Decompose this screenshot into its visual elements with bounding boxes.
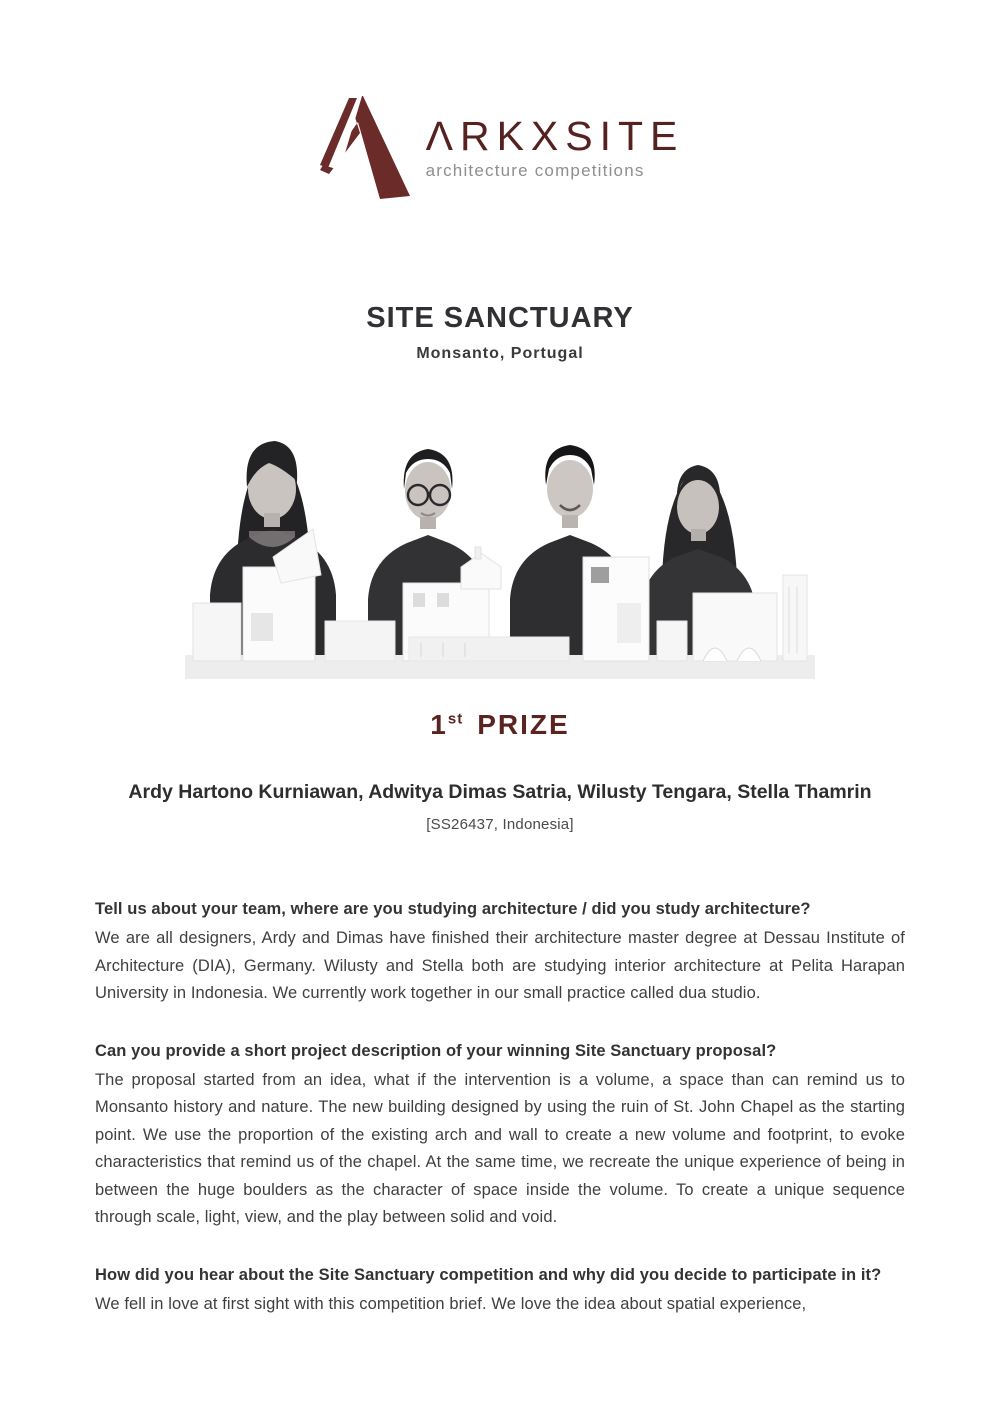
question-text: How did you hear about the Site Sanctuary competition and why did you decide to participate in it? (95, 1266, 882, 1285)
brand-name: ΛRKXSITE (425, 112, 685, 159)
logo (0, 0, 1000, 204)
brand-tagline: architecture competitions (425, 161, 645, 181)
page-subtitle: Monsanto, Portugal (416, 345, 584, 362)
team-registration: [SS26437, Indonesia] (426, 816, 574, 833)
answer-text: We fell in love at first sight with this competition brief. We love the idea about spatial experience, (95, 1295, 807, 1314)
team-photo-wrap (0, 407, 1000, 679)
qa-block (95, 1037, 905, 1232)
logo-text (425, 112, 685, 181)
prize-label: PRIZE (477, 709, 570, 740)
prize-number: 1 (430, 709, 448, 740)
answer-text: The proposal started from an idea, what if the intervention is a volume, a space than can remind us to Monsanto history and nature. The new building designed by using the ruin of St. John Chapel as the starting point. We use the proportion of the existing arch and wall to create a new volume and footprint, to evoke characteristics that remind us of the chapel. At the same time, we recreate the unique experience of being in between the huge boulders as the character of space inside the volume. To create a unique sequence through scale, light, view, and the play between solid and void. (95, 1070, 905, 1227)
qa-block (95, 1261, 905, 1319)
answer-text: We are all designers, Ardy and Dimas have finished their architecture master degree at Dessau Institute of Architecture (DIA), Germany. Wilusty and Stella both are studying interior architecture at Pelita Harapan University in Indonesia. We currently work together in our small practice called dua studio. (95, 929, 905, 1003)
team-photo (185, 407, 815, 679)
arkxsite-logo-mark-icon (316, 92, 412, 204)
qa-block (95, 895, 905, 1008)
team-names: Ardy Hartono Kurniawan, Adwitya Dimas Satria, Wilusty Tengara, Stella Thamrin (128, 781, 872, 803)
interview-section (95, 895, 905, 1319)
prize-heading (0, 709, 1000, 741)
title-block (0, 302, 1000, 363)
question-text: Can you provide a short project description of your winning Site Sanctuary proposal? (95, 1041, 777, 1060)
prize-ordinal: st (447, 710, 464, 728)
question-text: Tell us about your team, where are you studying architecture / did you study architecture? (95, 900, 811, 918)
page-title: SITE SANCTUARY (366, 302, 634, 334)
